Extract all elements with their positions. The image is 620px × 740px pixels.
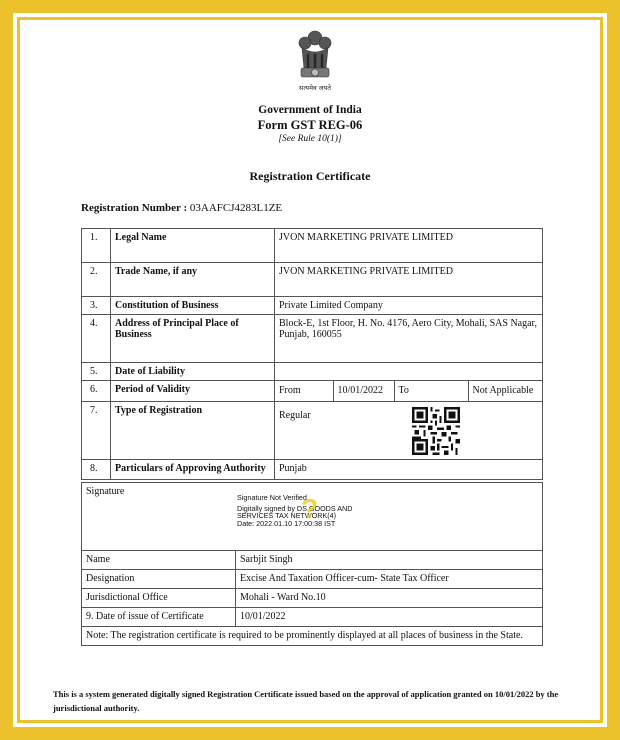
validity-to-label: To bbox=[394, 381, 468, 401]
table-row bbox=[82, 381, 543, 402]
note-row bbox=[82, 627, 543, 646]
row-label: Trade Name, if any bbox=[111, 263, 275, 297]
row-label: Period of Validity bbox=[111, 381, 275, 402]
signature-status: Signature Not Verified bbox=[237, 493, 307, 502]
row-number: 2. bbox=[82, 263, 111, 297]
designation-label: Designation bbox=[82, 570, 236, 589]
registration-number-value: 03AAFCJ4283L1ZE bbox=[189, 202, 283, 214]
jurisdictional-office-label: Jurisdictional Office bbox=[82, 589, 236, 608]
constitution-value: Private Limited Company bbox=[275, 297, 543, 315]
date-of-liability-value bbox=[275, 363, 543, 381]
officer-name-label: Name bbox=[82, 551, 236, 570]
emblem-caption: सत्यमेव जयते bbox=[299, 84, 331, 92]
issue-date-label: 9. Date of issue of Certificate bbox=[82, 608, 236, 627]
row-label: Address of Principal Place of Business bbox=[111, 315, 275, 363]
validity-period bbox=[275, 381, 542, 401]
row-label: Particulars of Approving Authority bbox=[111, 460, 275, 480]
signature-unverified-icon: ? bbox=[301, 493, 319, 524]
officer-name-value: Sarbjit Singh bbox=[236, 551, 543, 570]
row-label: Constitution of Business bbox=[111, 297, 275, 315]
signed-by-line-2: SERVICES TAX NETWORK(4) bbox=[237, 511, 337, 520]
table-row bbox=[82, 297, 543, 315]
display-note: Note: The registration certificate is required to be prominently displayed at all places of business in the State. bbox=[82, 627, 543, 646]
table-row bbox=[82, 363, 543, 381]
row-number: 8. bbox=[82, 460, 111, 480]
row-label: Date of Liability bbox=[111, 363, 275, 381]
validity-from-value: 10/01/2022 bbox=[333, 381, 394, 401]
issue-date-value: 10/01/2022 bbox=[236, 608, 543, 627]
designation-value: Excise And Taxation Officer-cum- State Tax Officer bbox=[236, 570, 543, 589]
row-number: 1. bbox=[82, 229, 111, 263]
trade-name-value: JVON MARKETING PRIVATE LIMITED bbox=[275, 263, 543, 297]
rule-reference: [See Rule 10(1)] bbox=[278, 134, 342, 144]
row-label: Legal Name bbox=[111, 229, 275, 263]
government-heading: Government of India bbox=[258, 104, 362, 116]
table-row bbox=[82, 608, 543, 627]
table-row bbox=[82, 551, 543, 570]
certificate-title: Registration Certificate bbox=[249, 169, 371, 183]
row-number: 7. bbox=[82, 402, 111, 460]
row-number: 5. bbox=[82, 363, 111, 381]
registration-number-label: Registration Number : bbox=[81, 202, 188, 214]
table-row bbox=[82, 315, 543, 363]
table-row bbox=[82, 402, 543, 460]
table-row bbox=[82, 229, 543, 263]
validity-to-value: Not Applicable bbox=[472, 385, 534, 396]
signature-row bbox=[82, 483, 543, 551]
form-title: Form GST REG-06 bbox=[257, 118, 363, 132]
signature-label: Signature bbox=[86, 486, 125, 497]
address-value: Block-E, 1st Floor, H. No. 4176, Aero City, Mohali, SAS Nagar, Punjab, 160055 bbox=[275, 315, 543, 363]
details-table bbox=[81, 228, 543, 480]
row-number: 4. bbox=[82, 315, 111, 363]
signed-by-line-1: Digitally signed by DS GOODS AND bbox=[237, 503, 353, 513]
legal-name-value: JVON MARKETING PRIVATE LIMITED bbox=[275, 229, 543, 263]
national-emblem-icon bbox=[290, 28, 340, 96]
table-row bbox=[82, 263, 543, 297]
row-number: 3. bbox=[82, 297, 111, 315]
signature-date: Date: 2022.01.10 17:00:38 IST bbox=[237, 518, 336, 528]
row-number: 6. bbox=[82, 381, 111, 402]
qr-code-icon bbox=[412, 407, 460, 455]
validity-from-label: From bbox=[275, 381, 333, 401]
registration-number bbox=[81, 202, 282, 214]
table-row bbox=[82, 589, 543, 608]
row-label: Type of Registration bbox=[111, 402, 275, 460]
table-row bbox=[82, 460, 543, 480]
approving-authority-value: Punjab bbox=[275, 460, 543, 480]
digital-signature-block[interactable] bbox=[237, 494, 352, 527]
registration-type-value: Regular bbox=[275, 402, 543, 460]
footer-disclaimer: This is a system generated digitally signed Registration Certificate issued based on the approval of application granted on 10/01/2022 by the jurisdictional authority. bbox=[53, 689, 559, 713]
jurisdictional-office-value: Mohali - Ward No.10 bbox=[236, 589, 543, 608]
table-row bbox=[82, 570, 543, 589]
signature-officer-table bbox=[81, 482, 543, 646]
